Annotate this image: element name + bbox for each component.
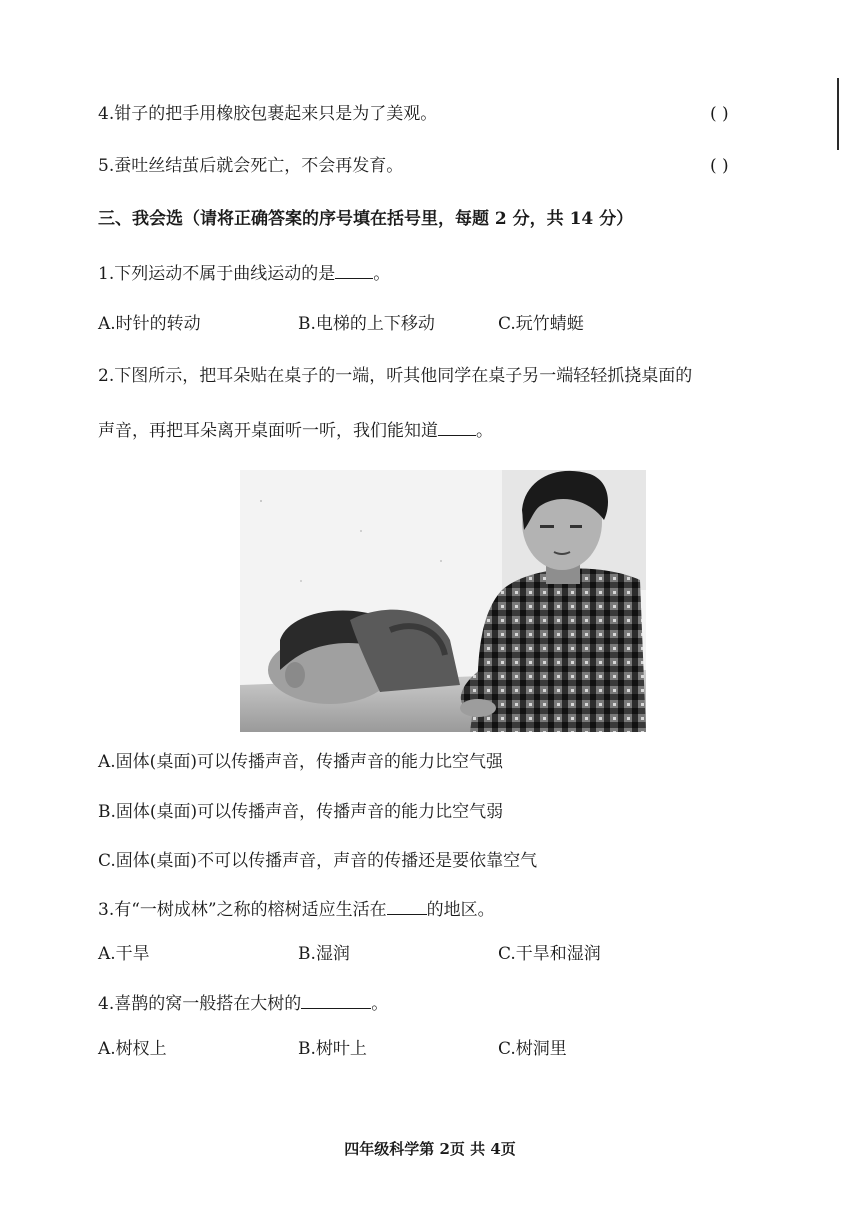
question-4-end: 。 [371, 994, 389, 1014]
question-2-line-1: 2.下图所示，把耳朵贴在桌子的一端，听其他同学在桌子另一端轻轻抓挠桌面的 [98, 366, 693, 386]
question-2-line-2 [98, 421, 493, 440]
question-3-option-a: A.干旱 [98, 944, 150, 964]
question-2-option-b: B.固体(桌面)可以传播声音，传播声音的能力比空气弱 [98, 802, 504, 822]
question-2-option-a: A.固体(桌面)可以传播声音，传播声音的能力比空气强 [98, 752, 503, 772]
scan-edge-line [837, 78, 839, 150]
question-1 [98, 264, 390, 283]
tf-item-5: 5.蚕吐丝结茧后就会死亡，不会再发育。 [98, 156, 404, 176]
question-2-end: 。 [476, 421, 493, 441]
tf-item-5-answer-parens: ( ) [710, 156, 729, 176]
tf-item-4-answer-parens: ( ) [710, 104, 729, 124]
question-4-option-b: B.树叶上 [298, 1039, 367, 1059]
question-4-option-c: C.树洞里 [498, 1039, 567, 1059]
question-4 [98, 994, 388, 1013]
question-3 [98, 900, 495, 919]
tf-item-4: 4.钳子的把手用橡胶包裹起来只是为了美观。 [98, 104, 438, 124]
page-footer: 四年级科学第 2页 共 4页 [344, 1140, 516, 1158]
students-listening-photo [240, 470, 646, 732]
question-1-text: 1.下列运动不属于曲线运动的是 [98, 264, 336, 284]
question-2-option-c: C.固体(桌面)不可以传播声音，声音的传播还是要依靠空气 [98, 851, 538, 871]
question-4-option-a: A.树杈上 [98, 1039, 167, 1059]
question-2-blank [438, 421, 476, 436]
question-1-end: 。 [373, 264, 391, 284]
section-three-heading: 三、我会选（请将正确答案的序号填在括号里，每题 2 分，共 14 分） [98, 209, 634, 229]
question-4-text: 4.喜鹊的窝一般搭在大树的 [98, 994, 302, 1014]
question-3-blank [387, 900, 427, 915]
question-1-option-c: C.玩竹蜻蜓 [498, 314, 584, 334]
question-4-blank [301, 994, 371, 1009]
question-1-option-b: B.电梯的上下移动 [298, 314, 435, 334]
question-2-line-2-text: 声音，再把耳朵离开桌面听一听，我们能知道 [98, 421, 438, 441]
question-1-option-a: A.时针的转动 [98, 314, 201, 334]
question-3-text: 3.有“一树成林”之称的榕树适应生活在 [98, 900, 387, 920]
question-1-blank [335, 264, 373, 279]
question-3-option-c: C.干旱和湿润 [498, 944, 601, 964]
question-3-end: 的地区。 [426, 900, 495, 920]
question-3-option-b: B.湿润 [298, 944, 350, 964]
